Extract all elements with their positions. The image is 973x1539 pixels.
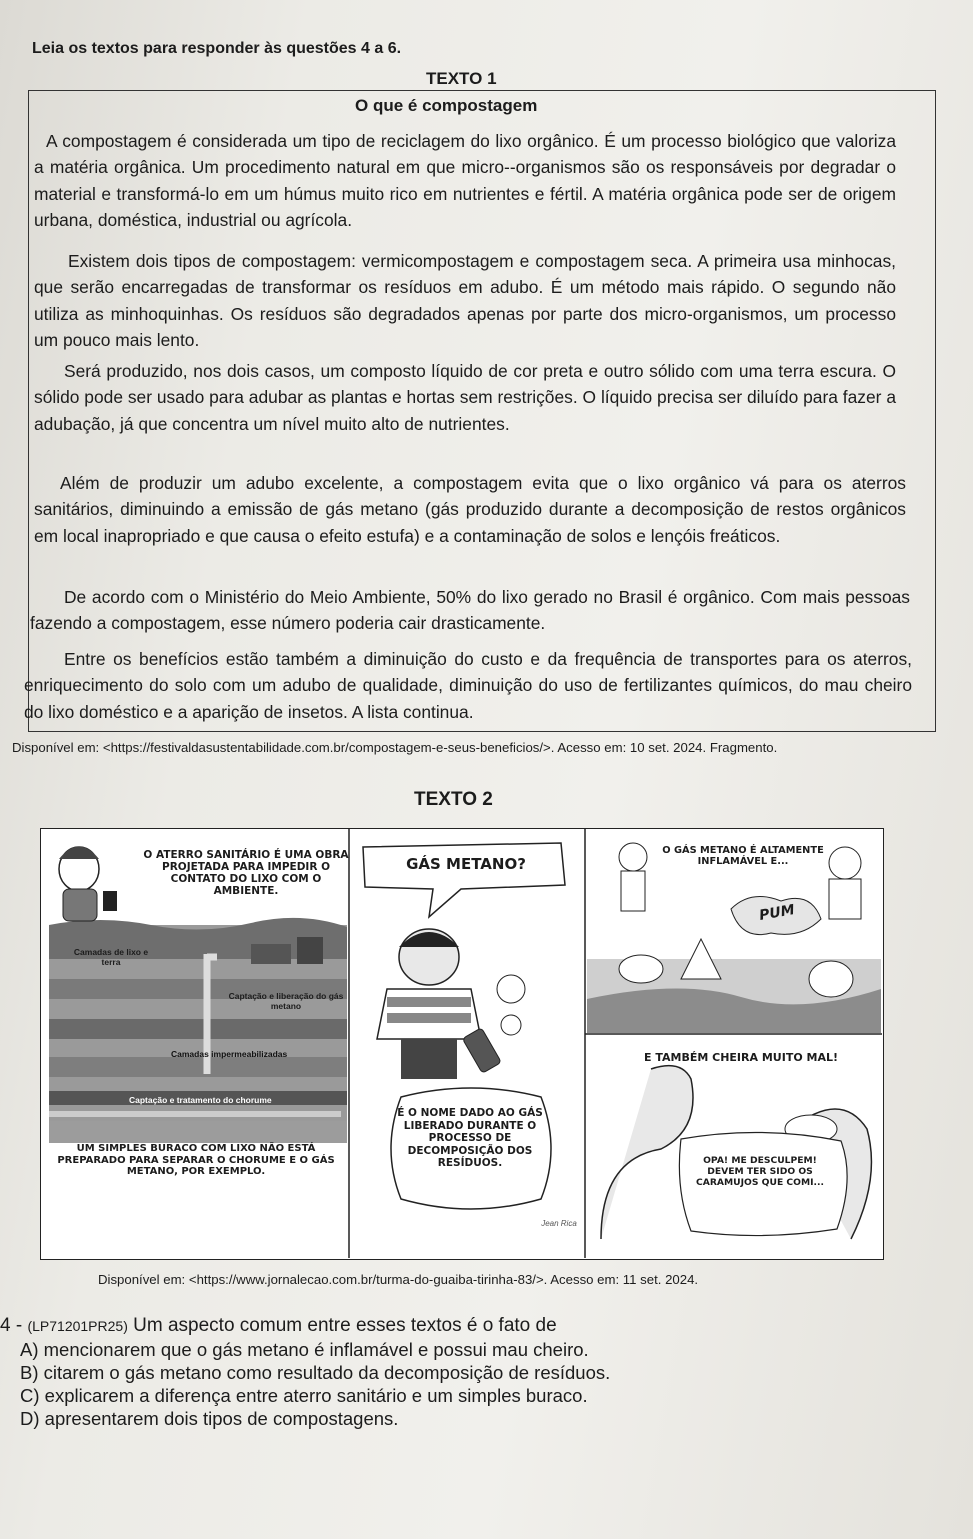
panel3-speech: O GÁS METANO É ALTAMENTE INFLAMÁVEL E... [662,845,824,867]
question-stem [0,1315,557,1337]
panel2-question: GÁS METANO? [406,855,526,873]
text1-paragraph: Entre os benefícios estão também a diminuição do custo e da frequência de transportes para os aterros, enriquecimento do solo com um adubo de qualidade, diminuição do uso de fertilizantes químicos, do mau cheiro do lixo doméstico e a aparição de insetos. A lista continua. [24,649,912,722]
question-text: Um aspecto comum entre esses textos é o fato de [133,1315,557,1336]
option-b[interactable]: B) citarem o gás metano como resultado da decomposição de resíduos. [20,1362,611,1383]
panel1-caption: O ATERRO SANITÁRIO É UMA OBRA PROJETADA PARA IMPEDIR O CONTATO DO LIXO COM O AMBIENTE. [143,849,349,897]
panel4-caption: E TAMBÉM CHEIRA MUITO MAL! [644,1051,838,1064]
option-d[interactable]: D) apresentarem dois tipos de compostagens. [20,1408,399,1429]
question-number: 4 - [0,1315,23,1336]
panel4-speech: OPA! ME DESCULPEM! DEVEM TER SIDO OS CARAMUJOS QUE COMI... [695,1155,824,1188]
artist-signature: Jean Rica [541,1219,577,1228]
text1-paragraph: De acordo com o Ministério do Meio Ambiente, 50% do lixo gerado no Brasil é orgânico. Com mais pessoas fazendo a compostagem, esse número poderia cair drasticamente. [30,587,910,634]
option-c[interactable]: C) explicarem a diferença entre aterro sanitário e um simples buraco. [20,1385,588,1406]
girl-character [59,847,117,922]
sound-effect: PUM [758,902,796,924]
text2-source: Disponível em: <https://www.jornalecao.com.br/turma-do-guaiba-tirinha-83/>. Acesso em: 11 set. 2024. [98,1272,699,1287]
boy-character [377,929,501,1079]
label-gas-capture: Captação e liberação do gás metano [228,991,344,1011]
pond-scene [587,939,881,1033]
panel2-answer: É O NOME DADO AO GÁS LIBERADO DURANTE O PROCESSO DE DECOMPOSIÇÃO DOS RESÍDUOS. [397,1107,543,1169]
label-chorume: Captação e tratamento do chorume [129,1095,272,1105]
text1-title: O que é compostagem [355,96,538,115]
instructions: Leia os textos para responder às questões 4 a 6. [32,40,402,57]
text1-label: TEXTO 1 [426,69,497,88]
comic-strip [40,828,884,1260]
text1-paragraph: Será produzido, nos dois casos, um composto líquido de cor preta e outro sólido com uma terra escura. O sólido pode ser usado para adubar as plantas e hortas sem restrições. O líquido precisa ser diluído para fazer a adubação, já que concentra um nível muito alto de nutrientes. [34,361,896,434]
text1-paragraph: A compostagem é considerada um tipo de reciclagem do lixo orgânico. É um processo biológico que valoriza a matéria orgânica. Um procedimento natural em que micro--organismos são os responsáveis por degradar o material e transformá-lo em um húmus muito rico em nutrientes e fértil. A matéria orgânica pode ser de origem urbana, doméstica, industrial ou agrícola. [34,131,896,231]
question-code: (LP71201PR25) [27,1318,128,1334]
label-impermeable-layers: Camadas impermeabilizadas [171,1049,288,1059]
panel1-bottom-text: UM SIMPLES BURACO COM LIXO NÃO ESTÁ PREPARADO PARA SEPARAR O CHORUME E O GÁS METANO, POR EXEMPLO. [57,1143,335,1177]
worm-character [497,975,525,1035]
text1-source: Disponível em: <https://festivaldasustentabilidade.com.br/compostagem-e-seus-beneficios/>. Acesso em: 10 set. 2024. Fragmento. [12,740,778,755]
label-layers: Camadas de lixo e terra [73,947,149,967]
option-a[interactable]: A) mencionarem que o gás metano é inflamável e possui mau cheiro. [20,1339,589,1360]
text2-label: TEXTO 2 [414,789,493,810]
text1-paragraph: Além de produzir um adubo excelente, a compostagem evita que o lixo orgânico vá para os aterros sanitários, diminuindo a emissão de gás metano (gás produzido durante a decomposição de restos orgânicos em local inapropriado e que causa o efeito estufa) e a contaminação de solos e lençóis freáticos. [34,473,906,546]
text1-paragraph: Existem dois tipos de compostagem: vermicompostagem e compostagem seca. A primeira usa minhocas, que serão encarregadas de transformar os resíduos em adubo. É um método mais rápido. O segundo não utiliza as minhoquinhas. Os resíduos são degradados apenas por parte dos micro-organismos, um processo um pouco mais lento. [34,251,896,351]
